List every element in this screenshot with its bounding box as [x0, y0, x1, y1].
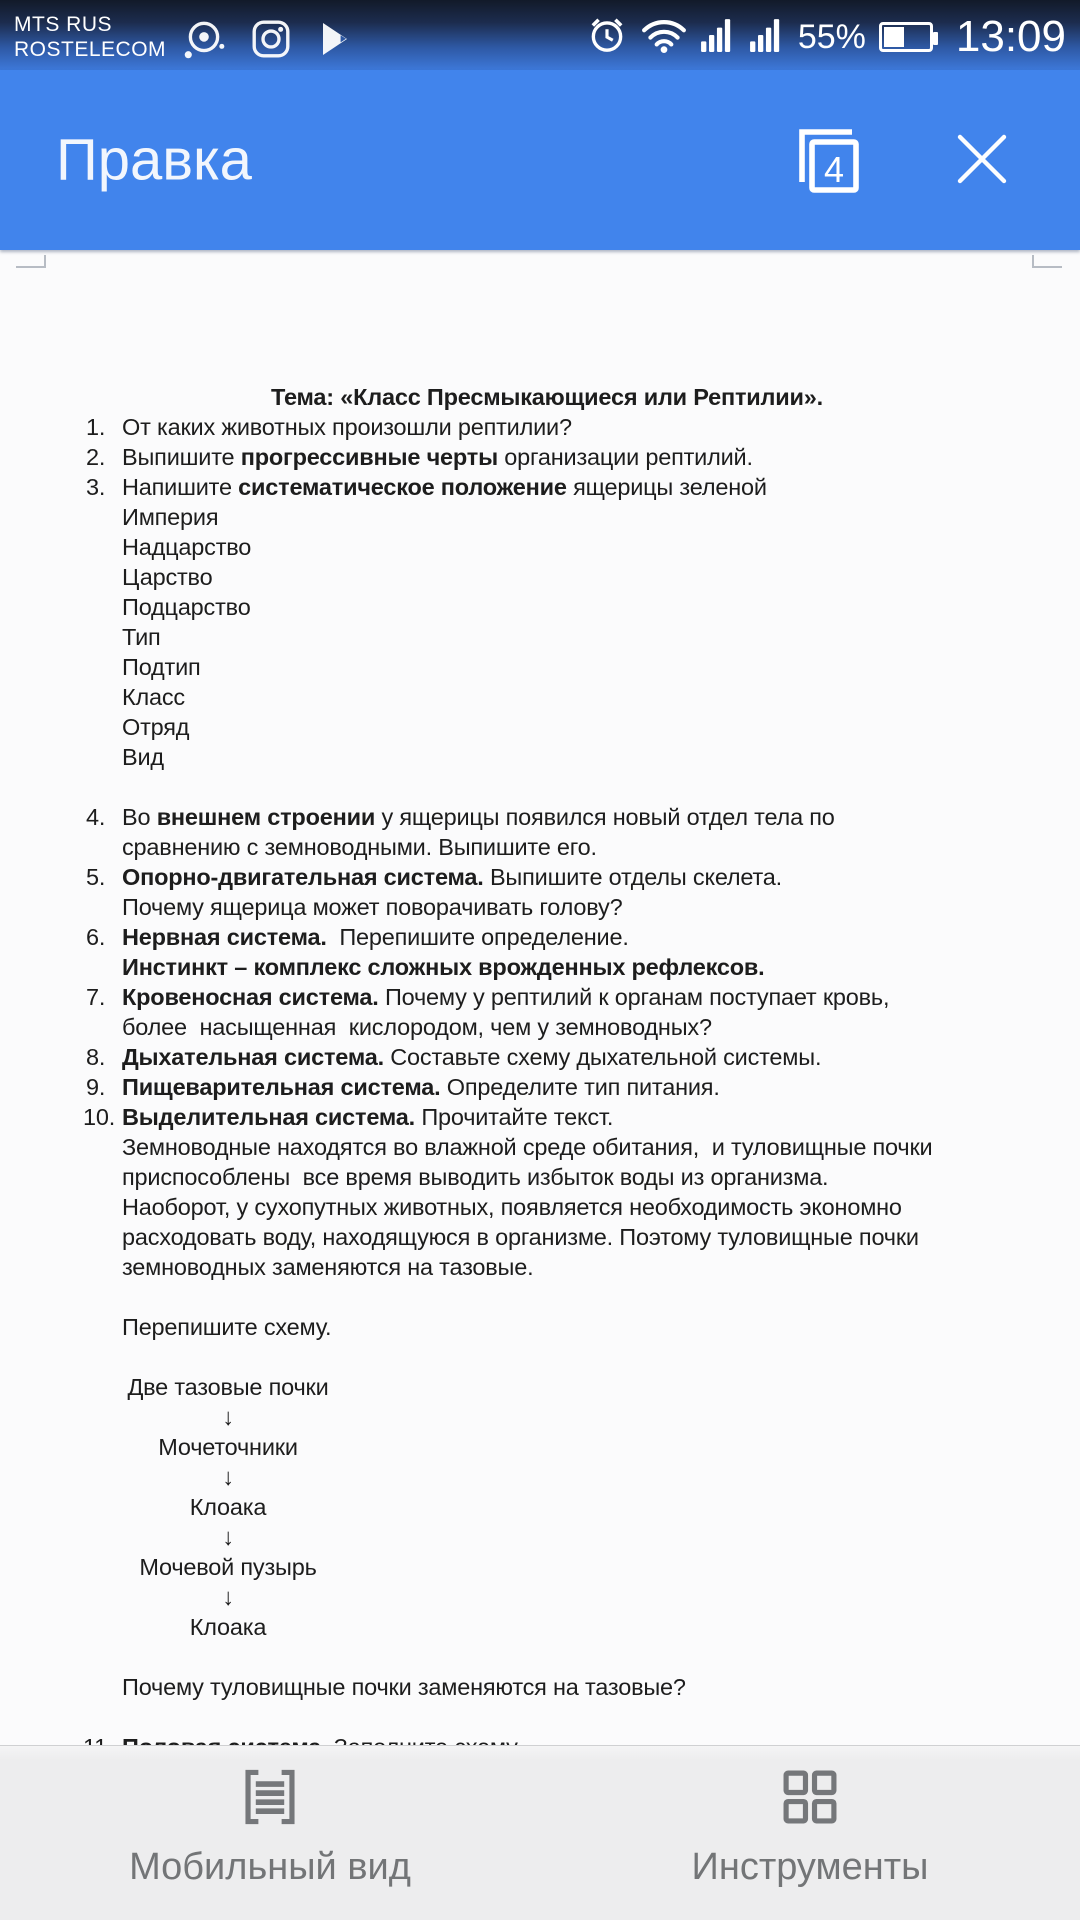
battery-nub [933, 32, 938, 45]
item-text: Кровеносная система. Почему у рептилий к органам поступает кровь, [122, 984, 890, 1010]
page-corner-marker-right [1032, 255, 1062, 268]
text-line: Инстинкт – комплекс сложных врожденных рефлексов. [122, 954, 765, 980]
text-line: Царство [122, 564, 213, 590]
item-text: Дыхательная система. Составьте схему дыхательной системы. [122, 1044, 822, 1070]
down-arrow: ↓ [222, 1464, 234, 1490]
text-line: Тип [122, 624, 161, 650]
page-corner-marker-left [16, 255, 46, 268]
document-title: Тема: «Класс Пресмыкающиеся или Рептилии». [271, 384, 823, 410]
schema-node: Мочевой пузырь [139, 1554, 317, 1580]
mobile-view-button[interactable] [0, 1746, 540, 1920]
item-text: Выпишите прогрессивные черты организации рептилий. [122, 444, 753, 470]
instagram-icon [250, 18, 292, 65]
window-count: 4 [823, 149, 845, 190]
notification-icons [182, 17, 354, 66]
item-number: 5. [86, 864, 106, 890]
item-text: Нервная система. Перепишите определение. [122, 924, 629, 950]
document-content [0, 370, 1080, 1852]
item-text: Во внешнем строении у ящерицы появился новый отдел тела по [122, 804, 835, 830]
down-arrow: ↓ [222, 1524, 234, 1550]
text-line: Почему ящерица может поворачивать голову? [122, 894, 623, 920]
item-number: 8. [86, 1044, 106, 1070]
clock-time: 13:09 [955, 12, 1066, 61]
carrier-line1: MTS RUS [14, 13, 112, 36]
status-bar [0, 0, 1080, 70]
spacer [0, 1342, 1080, 1372]
close-icon [949, 180, 1015, 195]
page-title: Правка [56, 127, 252, 193]
item-number: 1. [86, 414, 106, 440]
question-item [0, 1042, 1080, 1072]
text-line: Империя [122, 504, 219, 530]
schema-node: Мочеточники [158, 1434, 298, 1460]
down-arrow: ↓ [222, 1584, 234, 1610]
item-text: Пищеварительная система. Определите тип питания. [122, 1074, 720, 1100]
spacer [0, 1642, 1080, 1672]
text-line: Надцарство [122, 534, 252, 560]
signal-strength-icon-2 [749, 17, 785, 58]
close-button[interactable] [946, 124, 1018, 196]
item-number: 10. [83, 1104, 116, 1130]
item-number: 4. [86, 804, 106, 830]
text-line: Класс [122, 684, 185, 710]
text-line: Подцарство [122, 594, 251, 620]
alarm-clock-icon [586, 14, 628, 61]
item-number: 7. [86, 984, 106, 1010]
text-line: Подтип [122, 654, 201, 680]
question-item [0, 862, 1080, 892]
bottom-toolbar [0, 1745, 1080, 1920]
battery-icon [879, 22, 933, 52]
text-line: земноводных заменяются на тазовые. [122, 1254, 534, 1280]
text-line: Перепишите схему. [122, 1314, 332, 1340]
play-store-icon [316, 19, 354, 64]
signal-strength-icon [700, 17, 736, 58]
battery-fill [884, 27, 904, 47]
text-line: Наоборот, у сухопутных животных, появляется необходимость экономно [122, 1194, 902, 1220]
mobile-view-icon [239, 1766, 301, 1831]
question-item [0, 982, 1080, 1012]
text-line: более насыщенная кислородом, чем у земноводных? [122, 1014, 712, 1040]
item-text: Выделительная система. Прочитайте текст. [122, 1104, 614, 1130]
battery-percent: 55% [797, 17, 866, 56]
text-line: сравнению с земноводными. Выпишите его. [122, 834, 597, 860]
text-line: приспособлены все время выводить избыток воды из организма. [122, 1164, 829, 1190]
text-line: расходовать воду, находящуюся в организме. Поэтому туловищные почки [122, 1224, 919, 1250]
spacer [0, 1702, 1080, 1732]
cast-target-icon [182, 17, 226, 66]
mobile-view-label: Мобильный вид [129, 1846, 411, 1888]
app-header [0, 70, 1080, 250]
question-item [0, 922, 1080, 952]
item-number: 6. [86, 924, 106, 950]
item-number: 9. [86, 1074, 106, 1100]
spacer [0, 1282, 1080, 1312]
carrier-line2: ROSTELECOM [14, 38, 167, 61]
schema-node: Клоака [189, 1494, 267, 1520]
flow-schema [122, 1372, 334, 1642]
text-line: Отряд [122, 714, 190, 740]
carrier-label [14, 8, 166, 62]
tools-grid-icon [779, 1766, 841, 1831]
schema-node: Клоака [189, 1614, 267, 1640]
question-item [0, 1102, 1080, 1132]
question-item [0, 1072, 1080, 1102]
spacer [0, 772, 1080, 802]
tools-button[interactable] [540, 1746, 1080, 1920]
item-text: От каких животных произошли рептилии? [122, 414, 572, 440]
multi-window-icon [786, 149, 866, 203]
document-canvas[interactable] [0, 250, 1080, 1745]
question-item [0, 802, 1080, 832]
wifi-icon [641, 16, 687, 59]
item-text: Опорно-двигательная система. Выпишите отделы скелета. [122, 864, 783, 890]
text-line: Почему туловищные почки заменяются на тазовые? [122, 1674, 686, 1700]
question-item [0, 442, 1080, 472]
tools-label: Инструменты [691, 1846, 929, 1888]
question-item [0, 412, 1080, 442]
item-number: 3. [86, 474, 106, 500]
text-line: Вид [122, 744, 164, 770]
item-number: 2. [86, 444, 106, 470]
text-line: Земноводные находятся во влажной среде обитания, и туловищные почки [122, 1134, 933, 1160]
question-item [0, 472, 1080, 502]
item-text: Напишите систематическое положение ящерицы зеленой [122, 474, 767, 500]
multi-window-button[interactable] [786, 120, 866, 200]
system-status-icons [586, 12, 1066, 62]
schema-node: Две тазовые почки [127, 1374, 329, 1400]
down-arrow: ↓ [222, 1404, 234, 1430]
